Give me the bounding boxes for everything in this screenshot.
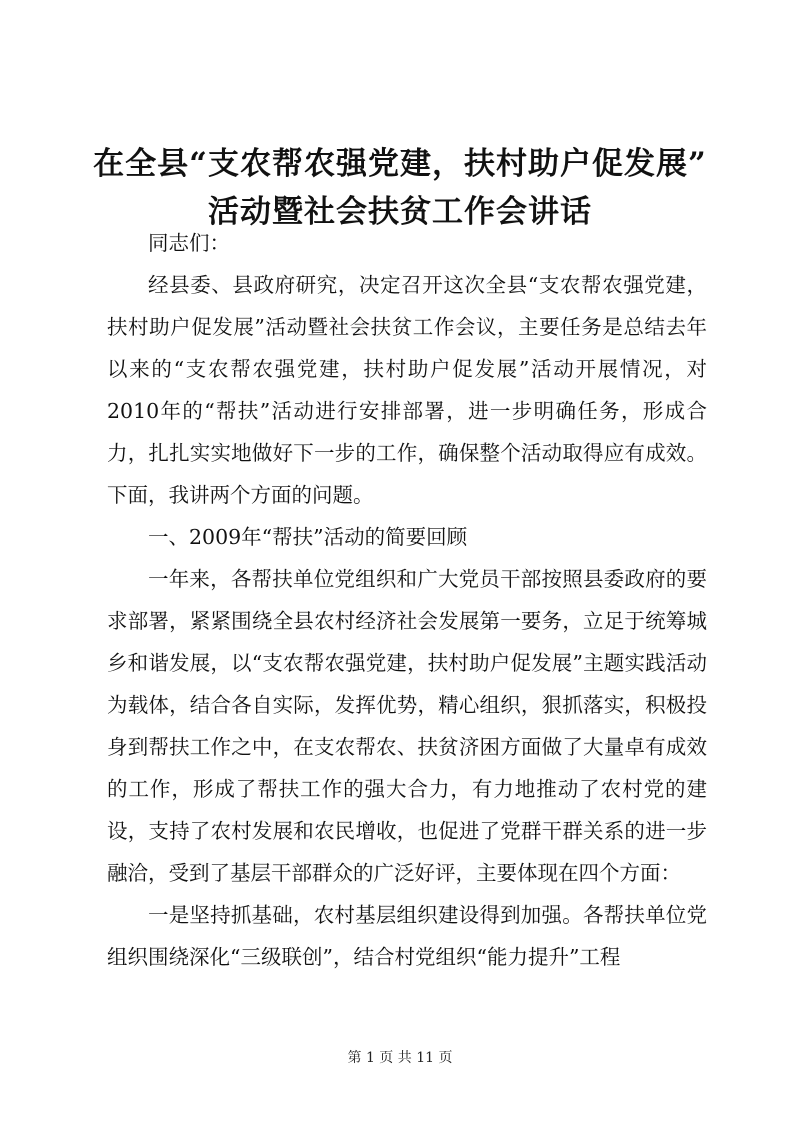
salutation: 同志们： — [148, 231, 230, 255]
section-heading: 一、2009年“帮扶”活动的简要回顾 — [148, 525, 468, 549]
document-body — [107, 222, 707, 978]
page-footer: 第 1 页 共 11 页 — [347, 1050, 453, 1066]
document-title-line-2: 活动暨社会扶贫工作会讲话 — [208, 194, 592, 230]
paragraph: 一是坚持抓基础，农村基层组织建设得到加强。各帮扶单位党组织围绕深化“三级联创”，结合村党组织“能力提升”工程 — [107, 903, 707, 969]
paragraph: 经县委、县政府研究，决定召开这次全县“支农帮农强党建，扶村助户促发展”活动暨社会扶贫工作会议，主要任务是总结去年以来的“支农帮农强党建，扶村助户促发展”活动开展情况，对2010年的“帮扶”活动进行安排部署，进一步明确任务，形成合力，扎扎实实地做好下一步的工作，确保整个活动取得应有成效。下面，我讲两个方面的问题。 — [107, 273, 707, 507]
document-title-line-1: 在全县“支农帮农强党建，扶村助户促发展” — [93, 146, 707, 182]
paragraph: 一年来，各帮扶单位党组织和广大党员干部按照县委政府的要求部署，紧紧围绕全县农村经济社会发展第一要务，立足于统筹城乡和谐发展，以“支农帮农强党建，扶村助户促发展”主题实践活动为载体，结合各自实际，发挥优势，精心组织，狠抓落实，积极投身到帮扶工作之中，在支农帮农、扶贫济困方面做了大量卓有成效的工作，形成了帮扶工作的强大合力，有力地推动了农村党的建设，支持了农村发展和农民增收，也促进了党群干群关系的进一步融洽，受到了基层干部群众的广泛好评，主要体现在四个方面： — [107, 567, 707, 885]
